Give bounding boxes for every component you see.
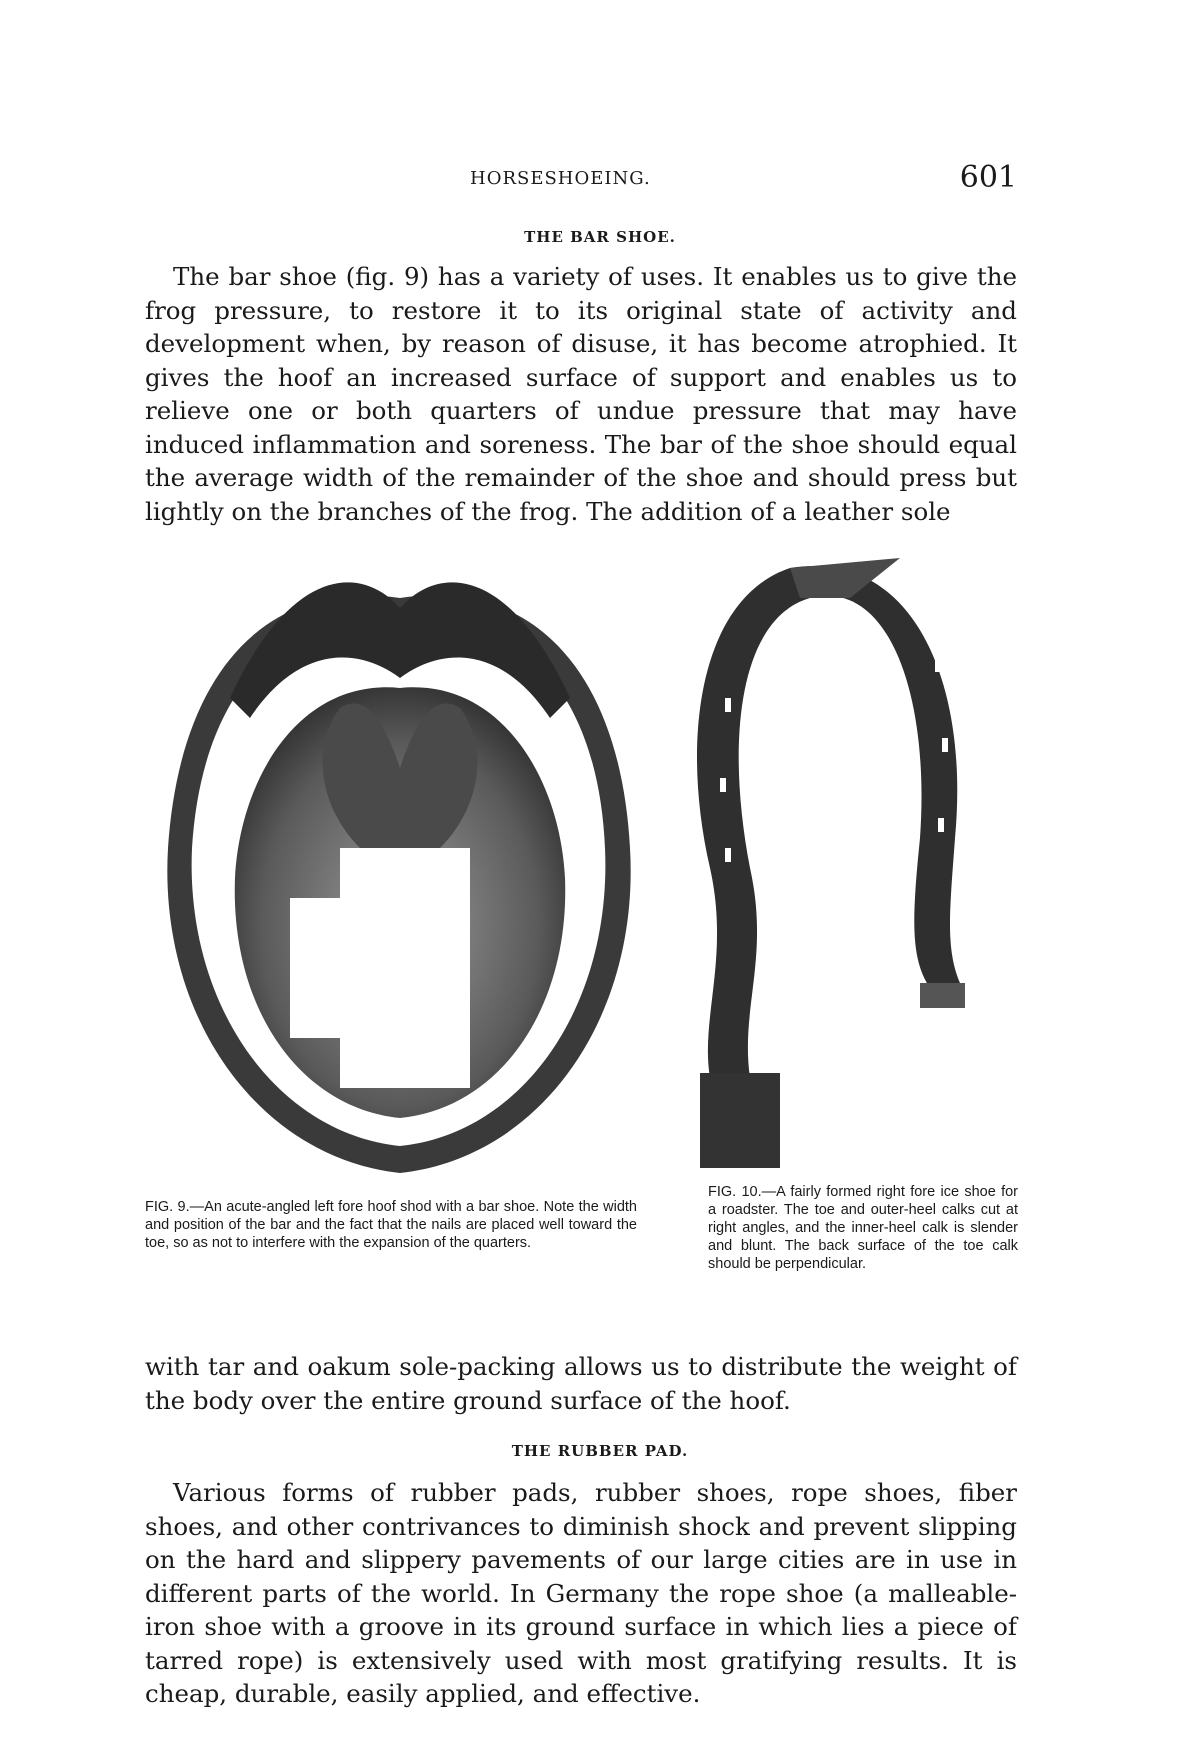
figure-10-caption: FIG. 10.—A fairly formed right fore ice shoe for a roadster. The toe and outer-heel calks cut at right angles, and the inner-heel calk is slender and blunt. The back surface of the toe calk should be perpendicular. xyxy=(708,1184,1018,1272)
running-head: HORSESHOEING. xyxy=(470,168,651,189)
paragraph-bar-shoe-continued: with tar and oakum sole-packing allows us to distribute the weight of the body over the entire ground surface of the hoof. xyxy=(145,1352,1017,1415)
outer-heel-calk xyxy=(700,1073,780,1168)
figure-9-hoof-illustration xyxy=(140,548,660,1188)
page-number: 601 xyxy=(959,160,1017,195)
section-title-rubber-pad: THE RUBBER PAD. xyxy=(511,1442,689,1460)
figure-9-caption: FIG. 9.—An acute-angled left fore hoof shod with a bar shoe. Note the width and position of the bar and the fact that the nails are placed well toward the toe, so as not to interfere with the expansion of the quarters. xyxy=(145,1199,637,1251)
paragraph-rubber-pad: Various forms of rubber pads, rubber shoes, rope shoes, fiber shoes, and other contrivances to diminish shock and prevent slipping on the hard and slippery pavements of our large cities are in use in different parts of the world. In Germany the rope shoe (a malleable-iron shoe with a groove in its ground surface in which lies a piece of tarred rope) is extensively used with most gratifying results. It is cheap, durable, easily applied, and effective. xyxy=(145,1478,1017,1708)
inner-heel-calk xyxy=(920,983,965,1008)
figure-10-ice-shoe-illustration xyxy=(680,538,990,1178)
paragraph-bar-shoe: The bar shoe (fig. 9) has a variety of uses. It enables us to give the frog pressure, to restore it to its original state of activity and development when, by reason of disuse, it has become atrophied. It gives the hoof an increased surface of support and enables us to relieve one or both quarters of undue pressure that may have induced inflammation and soreness. The bar of the shoe should equal the average width of the remainder of the shoe and should press but lightly on the branches of the frog. The addition of a leather sole xyxy=(145,262,1017,526)
section-title-bar-shoe: THE BAR SHOE. xyxy=(524,228,676,246)
